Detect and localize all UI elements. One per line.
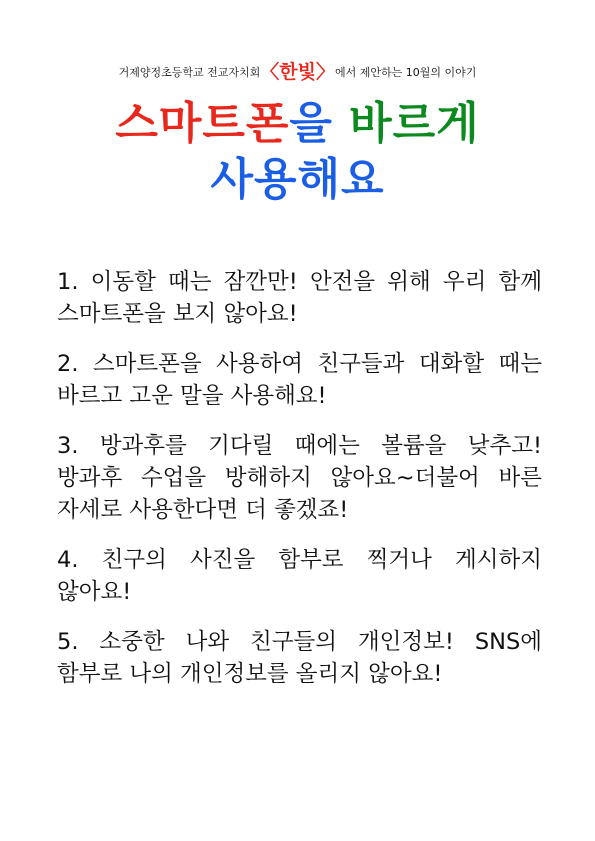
page-title-line-2: 사용해요 <box>210 154 385 205</box>
rules-list <box>57 266 542 708</box>
title-smartphone: 스마트폰 <box>115 98 290 149</box>
rule-item-4: 4. 친구의 사진을 함부로 찍거나 게시하지 않아요! <box>57 547 542 605</box>
page-title-line-1 <box>0 96 595 152</box>
header-school: 거제양정초등학교 전교자치회 <box>118 66 261 79</box>
header-line <box>0 62 595 83</box>
rule-item-2: 2. 스마트폰을 사용하여 친구들과 대화할 때는 바르고 고운 말을 사용해요! <box>57 351 542 409</box>
rule-item-1: 1. 이동할 때는 잠깐만! 안전을 위해 우리 함께 스마트폰을 보지 않아요! <box>57 269 542 327</box>
header-suffix: 에서 제안하는 10월의 이야기 <box>334 66 477 79</box>
title-correctly: 바르게 <box>349 98 480 149</box>
rule-item-5: 5. 소중한 나와 친구들의 개인정보! SNS에 함부로 나의 개인정보를 올리지 않아요! <box>57 629 542 687</box>
title-particle: 을 <box>289 98 333 149</box>
rule-item-3: 3. 방과후를 기다릴 때에는 볼륨을 낮추고! 방과후 수업을 방해하지 않아요~더불어 바른 자세로 사용한다면 더 좋겠죠! <box>57 433 542 523</box>
header-brand: 〈한빛〉 <box>260 61 335 83</box>
